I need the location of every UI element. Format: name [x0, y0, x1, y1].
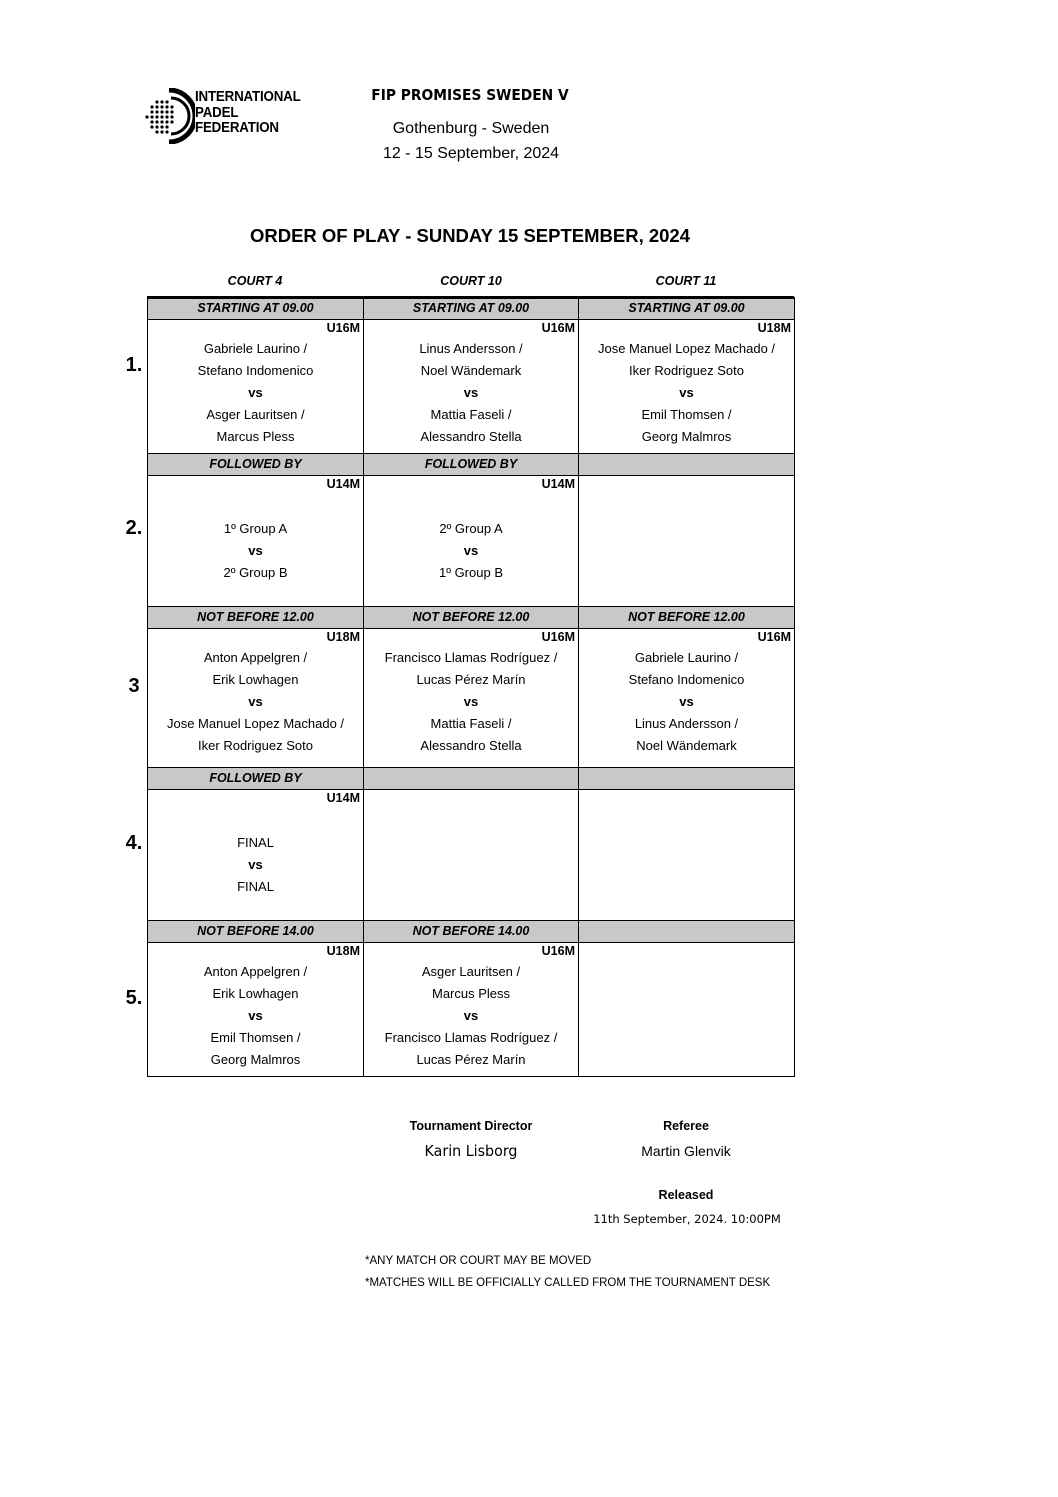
round-number: 5.	[125, 987, 143, 1009]
logo-line-3: FEDERATION	[195, 120, 279, 136]
team1-player: 2º Group A	[439, 521, 503, 536]
match-cell	[147, 789, 364, 921]
empty-match-cell	[578, 789, 795, 921]
team2-player: Emil Thomsen /	[641, 407, 732, 422]
team2-player: Alessandro Stella	[420, 429, 522, 444]
category-badge: U16M	[541, 944, 575, 958]
start-time-label	[363, 767, 579, 790]
team2-player: Alessandro Stella	[420, 738, 522, 753]
team1-player: Anton Appelgren /	[203, 650, 308, 665]
match-cell	[363, 628, 579, 768]
match-cell	[147, 319, 364, 454]
team1-player: Erik Lowhagen	[212, 672, 299, 687]
start-time-label: STARTING AT 09.00	[578, 297, 795, 320]
round-number: 2.	[125, 517, 143, 539]
team2-player: Marcus Pless	[216, 429, 295, 444]
team1-player: Marcus Pless	[431, 986, 511, 1001]
team2-player: Emil Thomsen /	[210, 1030, 301, 1045]
start-time-label	[578, 920, 795, 943]
team2-player: Francisco Llamas Rodríguez /	[384, 1030, 558, 1045]
category-badge: U18M	[757, 321, 791, 335]
category-badge: U16M	[757, 630, 791, 644]
director-label: Tournament Director	[409, 1119, 533, 1133]
versus-label: vs	[463, 385, 479, 400]
start-time-label: STARTING AT 09.00	[147, 297, 364, 320]
referee-name: Martin Glenvik	[641, 1143, 731, 1159]
versus-label: vs	[679, 385, 694, 400]
fip-logo-icon	[143, 88, 195, 144]
category-badge: U18M	[326, 944, 360, 958]
team1-player: Erik Lowhagen	[212, 986, 299, 1001]
team2-player: 1º Group B	[438, 565, 503, 580]
team1-player: Noel Wändemark	[420, 363, 522, 378]
team1-player: Asger Lauritsen /	[421, 964, 521, 979]
category-badge: U14M	[326, 791, 360, 805]
category-badge: U16M	[541, 321, 575, 335]
start-time-label: NOT BEFORE 12.00	[578, 606, 795, 629]
team1-player: Stefano Indomenico	[197, 363, 314, 378]
match-cell	[147, 628, 364, 768]
team2-player: 2º Group B	[223, 565, 288, 580]
start-time-label	[578, 767, 795, 790]
start-time-label: FOLLOWED BY	[147, 767, 364, 790]
versus-label: vs	[463, 543, 479, 558]
team2-player: Asger Lauritsen /	[206, 407, 305, 422]
note-called: *MATCHES WILL BE OFFICIALLY CALLED FROM THE TOURNAMENT DESK	[365, 1277, 771, 1289]
round-number: 3	[128, 675, 140, 697]
team1-player: Iker Rodriguez Soto	[629, 363, 744, 378]
page-title: ORDER OF PLAY - SUNDAY 15 SEPTEMBER, 2024	[249, 225, 691, 246]
round-number: 4.	[125, 832, 143, 854]
logo-line-2: PADEL	[195, 104, 239, 121]
team1-player: Stefano Indomenico	[628, 672, 745, 687]
team1-player: Lucas Pérez Marín	[416, 672, 526, 687]
versus-label: vs	[463, 694, 479, 709]
team2-player: FINAL	[237, 879, 274, 894]
versus-label: vs	[248, 543, 263, 558]
court-header-1: COURT 4	[227, 274, 283, 288]
versus-label: vs	[463, 1008, 479, 1023]
start-time-label: FOLLOWED BY	[363, 453, 579, 476]
versus-label: vs	[248, 857, 263, 872]
match-cell	[363, 942, 579, 1077]
start-time-label: FOLLOWED BY	[147, 453, 364, 476]
start-time-label: NOT BEFORE 14.00	[363, 920, 579, 943]
team2-player: Georg Malmros	[210, 1052, 301, 1067]
team2-player: Lucas Pérez Marín	[416, 1052, 526, 1067]
team1-player: 1º Group A	[223, 521, 288, 536]
versus-label: vs	[248, 385, 263, 400]
round-number: 1.	[125, 354, 143, 376]
team1-player: Anton Appelgren /	[203, 964, 308, 979]
versus-label: vs	[248, 1008, 263, 1023]
court-header-3: COURT 11	[655, 274, 717, 288]
versus-label: vs	[248, 694, 263, 709]
category-badge: U18M	[326, 630, 360, 644]
start-time-label: NOT BEFORE 12.00	[363, 606, 579, 629]
empty-match-cell	[578, 942, 795, 1077]
referee-label: Referee	[663, 1119, 709, 1133]
team1-player: Francisco Llamas Rodríguez /	[384, 650, 558, 665]
start-time-label: NOT BEFORE 12.00	[147, 606, 364, 629]
category-badge: U14M	[541, 477, 575, 491]
match-cell	[363, 475, 579, 607]
match-cell	[578, 628, 795, 768]
team2-player: Jose Manuel Lopez Machado /	[166, 716, 345, 731]
team2-player: Linus Andersson /	[634, 716, 739, 731]
note-moved: *ANY MATCH OR COURT MAY BE MOVED	[365, 1255, 592, 1267]
match-cell	[147, 942, 364, 1077]
empty-match-cell	[578, 475, 795, 607]
court-header-2: COURT 10	[440, 274, 502, 288]
team1-player: Gabriele Laurino /	[203, 341, 308, 356]
grid-top-rule	[147, 296, 794, 299]
team2-player: Georg Malmros	[641, 429, 732, 444]
match-cell	[147, 475, 364, 607]
tournament-city: Gothenburg - Sweden	[392, 120, 550, 137]
start-time-label: NOT BEFORE 14.00	[147, 920, 364, 943]
logo-line-1: INTERNATIONAL	[195, 89, 301, 105]
team2-player: Mattia Faseli /	[430, 716, 512, 731]
order-of-play-grid	[147, 297, 794, 1076]
team1-player: Linus Andersson /	[419, 341, 523, 356]
tournament-name: FIP PROMISES SWEDEN V	[371, 86, 569, 104]
released-timestamp: 11th September, 2024. 10:00PM	[593, 1212, 781, 1226]
category-badge: U14M	[326, 477, 360, 491]
match-cell	[363, 319, 579, 454]
team2-player: Iker Rodriguez Soto	[198, 738, 313, 753]
category-badge: U16M	[541, 630, 575, 644]
match-cell	[578, 319, 795, 454]
tournament-dates: 12 - 15 September, 2024	[382, 145, 560, 162]
fip-logo	[143, 88, 313, 144]
team1-player: Gabriele Laurino /	[634, 650, 739, 665]
team2-player: Noel Wändemark	[636, 738, 737, 753]
director-name: Karin Lisborg	[424, 1142, 518, 1160]
logo-wordmark	[195, 90, 301, 137]
start-time-label	[578, 453, 795, 476]
start-time-label: STARTING AT 09.00	[363, 297, 579, 320]
team2-player: Mattia Faseli /	[430, 407, 512, 422]
versus-label: vs	[679, 694, 694, 709]
team1-player: FINAL	[237, 835, 274, 850]
empty-match-cell	[363, 789, 579, 921]
category-badge: U16M	[326, 321, 360, 335]
released-label: Released	[658, 1188, 714, 1202]
team1-player: Jose Manuel Lopez Machado /	[597, 341, 776, 356]
